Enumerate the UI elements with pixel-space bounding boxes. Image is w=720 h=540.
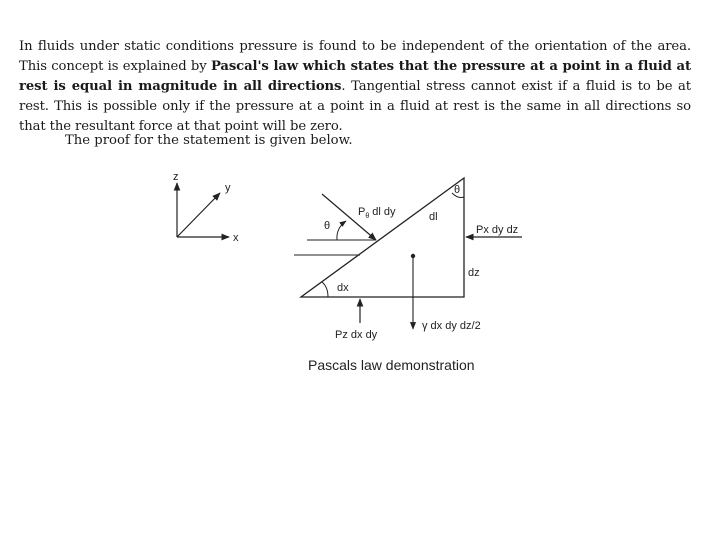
- px-label: Px dy dz: [476, 224, 519, 236]
- proof-intro: The proof for the statement is given below.: [65, 133, 353, 148]
- weight-label: γ dx dy dz/2: [422, 320, 481, 332]
- paragraph-text-2: which states that: [298, 59, 434, 75]
- dz-label: dz: [468, 267, 480, 279]
- coordinate-axes: [177, 183, 229, 237]
- y-axis-label: y: [225, 182, 231, 194]
- pascals-law-term: Pascal's law: [210, 59, 299, 75]
- p-theta-label: $P_\theta$ dl dy: [358, 206, 396, 220]
- pz-label: Pz dx dy: [335, 329, 378, 341]
- fluid-wedge: [301, 178, 464, 297]
- z-axis-label: z: [173, 171, 179, 183]
- pascals-law-statement: the pressure at a point in a fluid at rest is equal in magnitude in all directions: [19, 59, 691, 95]
- x-axis-label: x: [233, 232, 239, 244]
- theta-top-label: θ: [454, 184, 461, 196]
- paragraph-text-1: In fluids under static conditions pressure is found to be independent of the orientation of the area. This concept is explained by: [19, 39, 691, 75]
- paragraph-text-3: . Tangential stress cannot exist if a fluid is to be at rest. This is possible only if the pressure at a point in a fluid at rest is the same in all directions so that the resultant force at that point will be zero.: [19, 79, 691, 135]
- figure-caption: Pascals law demonstration: [308, 357, 475, 373]
- base-angle-arc: [322, 282, 328, 297]
- y-axis: [177, 193, 220, 237]
- dl-label: dl: [429, 211, 438, 223]
- theta-left-label: θ: [324, 220, 331, 232]
- dx-label: dx: [337, 282, 349, 294]
- theta-angle-arc: [337, 221, 346, 240]
